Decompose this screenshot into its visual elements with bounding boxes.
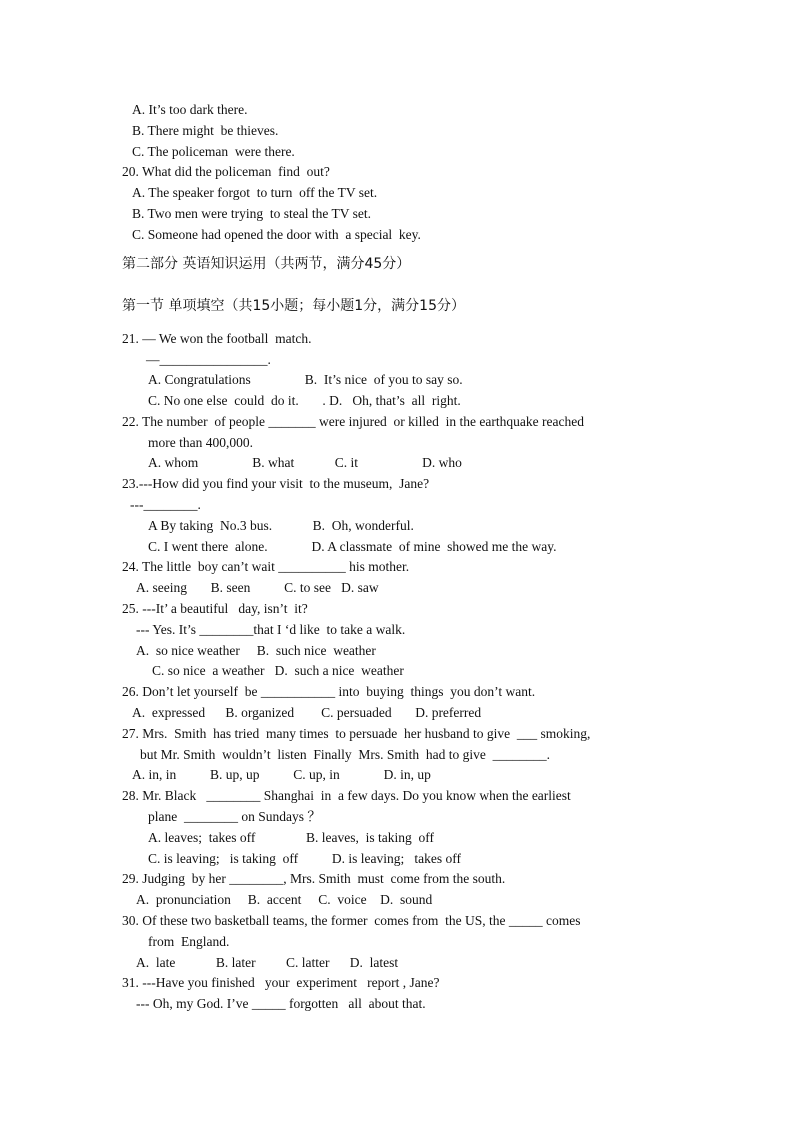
- question-26: 26. Don’t let yourself be ___________ into buying things you don’t want.: [122, 684, 536, 699]
- q25-options-ab: A. so nice weather B. such nice weather: [136, 643, 376, 658]
- q23-options-ab: A By taking No.3 bus. B. Oh, wonderful.: [148, 518, 414, 533]
- q26-options: A. expressed B. organized C. persuaded D. preferred: [132, 705, 482, 720]
- q23-answer-blank: ---________.: [130, 497, 201, 512]
- question-27-cont: but Mr. Smith wouldn’t listen Finally Mrs. Smith had to give ________.: [140, 747, 551, 762]
- q28-options-ab: A. leaves; takes off B. leaves, is taking off: [148, 830, 434, 845]
- question-22: 22. The number of people _______ were injured or killed in the earthquake reached: [122, 414, 584, 429]
- q20-option-a: A. The speaker forgot to turn off the TV set.: [132, 185, 378, 200]
- q21-answer-blank: —________________.: [146, 352, 271, 367]
- q23-options-cd: C. I went there alone. D. A classmate of mine showed me the way.: [148, 539, 557, 554]
- q19-option-c: C. The policeman were there.: [132, 144, 295, 159]
- question-31: 31. ---Have you finished your experiment report , Jane?: [122, 975, 440, 990]
- question-20: 20. What did the policeman find out?: [122, 164, 330, 179]
- q20-option-b: B. Two men were trying to steal the TV set.: [132, 206, 372, 221]
- q28-options-cd: C. is leaving; is taking off D. is leaving; takes off: [148, 851, 461, 866]
- question-29: 29. Judging by her ________, Mrs. Smith must come from the south.: [122, 871, 506, 886]
- q22-options: A. whom B. what C. it D. who: [148, 455, 462, 470]
- question-25-reply: --- Yes. It’s ________that I ‘d like to take a walk.: [136, 622, 406, 637]
- section-heading-single-choice: 第一节 单项填空（共15小题；每小题1分，满分15分）: [122, 298, 465, 314]
- question-30-cont: from England.: [148, 934, 230, 949]
- q21-options-cd: C. No one else could do it. . D. Oh, that’s all right.: [148, 393, 461, 408]
- question-25: 25. ---It’ a beautiful day, isn’t it?: [122, 601, 308, 616]
- q25-options-cd: C. so nice a weather D. such a nice weather: [152, 663, 404, 678]
- q19-option-a: A. It’s too dark there.: [132, 102, 248, 117]
- q20-option-c: C. Someone had opened the door with a special key.: [132, 227, 421, 242]
- question-24: 24. The little boy can’t wait __________ his mother.: [122, 559, 410, 574]
- question-23: 23.---How did you find your visit to the museum, Jane?: [122, 476, 430, 491]
- q29-options: A. pronunciation B. accent C. voice D. sound: [136, 892, 433, 907]
- q21-options-ab: A. Congratulations B. It’s nice of you to say so.: [148, 372, 463, 387]
- question-28: 28. Mr. Black ________ Shanghai in a few days. Do you know when the earliest: [122, 788, 571, 803]
- question-22-cont: more than 400,000.: [148, 435, 253, 450]
- q30-options: A. late B. later C. latter D. latest: [136, 955, 399, 970]
- section-heading-part-two: 第二部分 英语知识运用（共两节，满分45分）: [122, 256, 411, 272]
- q19-option-b: B. There might be thieves.: [132, 123, 279, 138]
- q24-options: A. seeing B. seen C. to see D. saw: [136, 580, 379, 595]
- q27-options: A. in, in B. up, up C. up, in D. in, up: [132, 767, 431, 782]
- question-27: 27. Mrs. Smith has tried many times to persuade her husband to give ___ smoking,: [122, 726, 591, 741]
- question-31-reply: --- Oh, my God. I’ve _____ forgotten all about that.: [136, 996, 426, 1011]
- question-21: 21. — We won the football match.: [122, 331, 312, 346]
- question-28-cont: plane ________ on Sundays ？: [148, 809, 321, 824]
- question-30: 30. Of these two basketball teams, the former comes from the US, the _____ comes: [122, 913, 581, 928]
